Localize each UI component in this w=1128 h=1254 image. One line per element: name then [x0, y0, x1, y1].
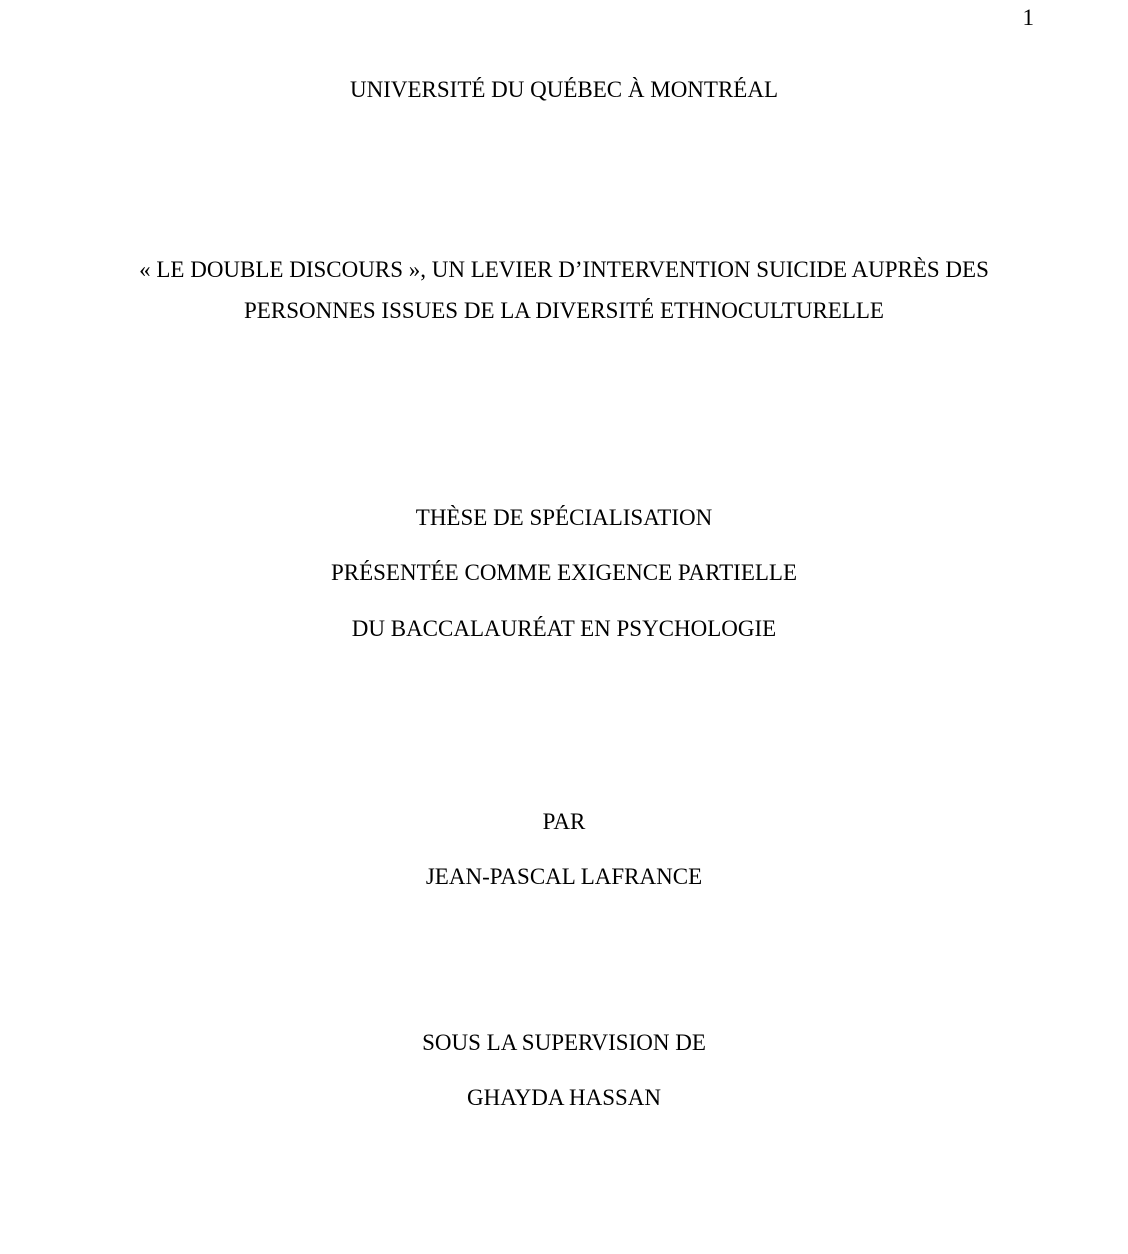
thesis-type: THÈSE DE SPÉCIALISATION: [415, 505, 713, 530]
thesis-title-line-2: PERSONNES ISSUES DE LA DIVERSITÉ ETHNOCULTURELLE: [244, 298, 884, 323]
institution-name: UNIVERSITÉ DU QUÉBEC À MONTRÉAL: [349, 77, 779, 102]
supervision-label: SOUS LA SUPERVISION DE: [422, 1030, 706, 1055]
author-name: JEAN-PASCAL LAFRANCE: [425, 864, 703, 889]
thesis-degree: DU BACCALAURÉAT EN PSYCHOLOGIE: [351, 616, 777, 641]
page-number: 1: [1022, 5, 1034, 30]
thesis-title-line-1: « LE DOUBLE DISCOURS », UN LEVIER D’INTERVENTION SUICIDE AUPRÈS DES: [139, 257, 989, 282]
author-by: PAR: [542, 809, 586, 834]
supervisor-name: GHAYDA HASSAN: [466, 1085, 662, 1110]
thesis-requirement: PRÉSENTÉE COMME EXIGENCE PARTIELLE: [330, 560, 798, 585]
